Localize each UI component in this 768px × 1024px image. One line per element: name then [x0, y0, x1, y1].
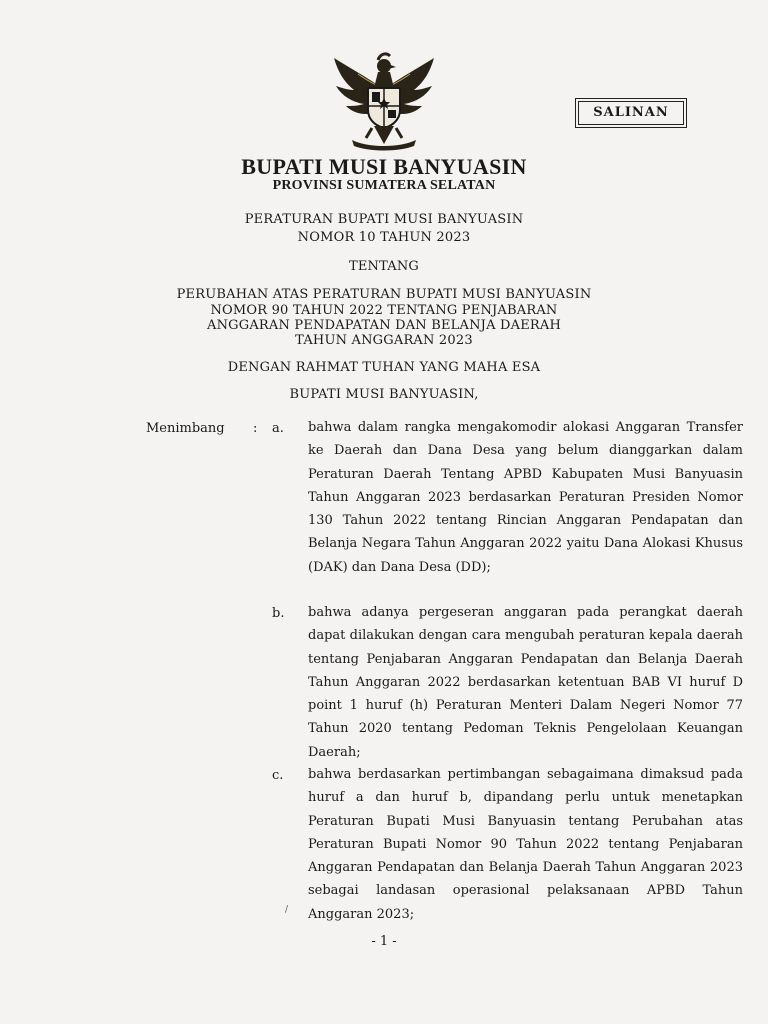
regulation-number: NOMOR 10 TAHUN 2023 [297, 230, 471, 245]
considerations-label: Menimbang [146, 421, 225, 436]
issuer-title: BUPATI MUSI BANYUASIN [241, 154, 527, 179]
page-number: - 1 - [371, 934, 397, 949]
garuda-emblem-icon [328, 48, 440, 152]
regulation-subject-line: ANGGARAN PENDAPATAN DAN BELANJA DAERAH [206, 318, 562, 333]
regulation-about: TENTANG [348, 259, 420, 274]
salinan-stamp: SALINAN [578, 101, 684, 125]
consideration-letter: a. [272, 421, 284, 436]
consideration-letter: b. [272, 606, 285, 621]
consideration-letter: c. [272, 768, 284, 783]
regulation-subject-line: PERUBAHAN ATAS PERATURAN BUPATI MUSI BANYUASIN [176, 287, 592, 302]
consideration-text: bahwa berdasarkan pertimbangan sebagaimana dimaksud pada huruf a dan huruf b, dipandang perlu untuk menetapkan Peraturan Bupati Musi Banyuasin tentang Perubahan atas Peraturan Bupati Nomor 90 Tahun 2022 tentang Penjabaran Anggaran Pendapatan dan Belanja Daerah Tahun Anggaran 2023 sebagai landasan operasional pelaksanaan APBD Tahun Anggaran 2023; [308, 767, 743, 922]
regulation-type: PERATURAN BUPATI MUSI BANYUASIN [244, 212, 524, 227]
invocation: DENGAN RAHMAT TUHAN YANG MAHA ESA [227, 360, 541, 375]
consideration-text: bahwa adanya pergeseran anggaran pada perangkat daerah dapat dilakukan dengan cara mengubah peraturan kepala daerah tentang Penjabaran Anggaran Pendapatan dan Belanja Daerah Tahun Anggaran 2022 berdasarkan ketentuan BAB VI huruf D point 1 huruf (h) Peraturan Menteri Dalam Negeri Nomor 77 Tahun 2020 tentang Pedoman Teknis Pengelolaan Keuangan Daerah; [308, 605, 743, 760]
consideration-text: bahwa dalam rangka mengakomodir alokasi Anggaran Transfer ke Daerah dan Dana Desa yang belum dianggarkan dalam Peraturan Daerah Tentang APBD Kabupaten Musi Banyuasin Tahun Anggaran 2023 berdasarkan Peraturan Presiden Nomor 130 Tahun 2022 tentang Rincian Anggaran Pendapatan dan Belanja Negara Tahun Anggaran 2022 yaitu Dana Alokasi Khusus (DAK) dan Dana Desa (DD); [308, 420, 743, 575]
stray-mark: / [285, 905, 289, 915]
considerations-separator: : [253, 421, 258, 436]
regulation-subject-line: TAHUN ANGGARAN 2023 [295, 333, 473, 348]
issuer-province: PROVINSI SUMATERA SELATAN [272, 178, 496, 193]
authority-line: BUPATI MUSI BANYUASIN, [289, 387, 479, 402]
regulation-subject-line: NOMOR 90 TAHUN 2022 TENTANG PENJABARAN [210, 303, 558, 318]
